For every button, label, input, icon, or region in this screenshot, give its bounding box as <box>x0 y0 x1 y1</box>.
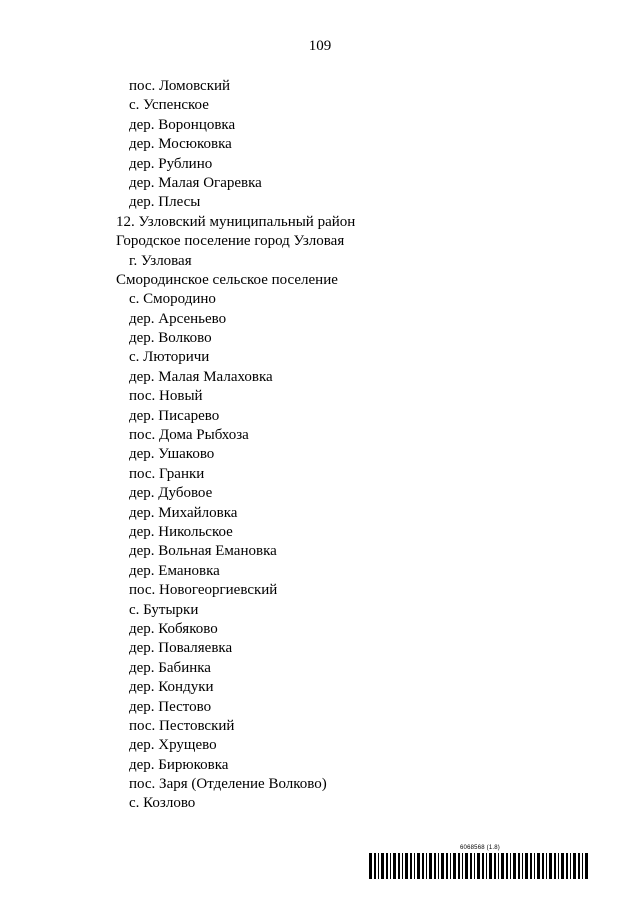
list-line: с. Бутырки <box>129 601 199 618</box>
list-line: дер. Воронцовка <box>129 116 236 133</box>
list-line: дер. Малая Малаховка <box>129 368 273 385</box>
list-line: с. Смородино <box>129 291 216 308</box>
list-line: дер. Мосюковка <box>129 136 232 153</box>
list-line: с. Люторичи <box>129 349 210 366</box>
list-line: дер. Дубовое <box>129 485 213 502</box>
settlement-list <box>116 77 596 814</box>
list-line: дер. Михайловка <box>129 504 238 521</box>
list-line: дер. Кондуки <box>129 679 214 696</box>
list-line: дер. Поваляевка <box>129 640 233 657</box>
list-line: дер. Кобяково <box>129 620 218 637</box>
list-line: пос. Пестовский <box>129 717 235 734</box>
list-line: дер. Рублино <box>129 155 213 172</box>
barcode-bars-icon <box>369 853 591 879</box>
list-line: дер. Вольная Емановка <box>129 543 277 560</box>
list-line: дер. Малая Огаревка <box>129 174 262 191</box>
list-line: пос. Новогеоргиевский <box>129 582 278 599</box>
list-line: дер. Бабинка <box>129 659 211 676</box>
list-line: Смородинское сельское поселение <box>116 271 338 288</box>
list-line: пос. Гранки <box>129 465 205 482</box>
list-line: дер. Писарево <box>129 407 220 424</box>
list-line: Городское поселение город Узловая <box>116 233 345 250</box>
list-line: дер. Плесы <box>129 194 201 211</box>
list-line: дер. Хрущево <box>129 737 217 754</box>
page-number: 109 <box>308 38 332 54</box>
list-line: дер. Никольское <box>129 523 233 540</box>
list-line: г. Узловая <box>129 252 192 269</box>
list-line: дер. Емановка <box>129 562 220 579</box>
list-line: пос. Ломовский <box>129 78 231 94</box>
list-line: с. Козлово <box>129 795 196 812</box>
list-line: 12. Узловский муниципальный район <box>116 213 356 230</box>
list-line: дер. Волково <box>129 330 212 347</box>
list-line: дер. Ушаково <box>129 446 215 463</box>
list-line: с. Успенское <box>129 97 209 114</box>
barcode-caption: 6068568 (1.8) <box>460 845 500 851</box>
list-line: дер. Пестово <box>129 698 212 715</box>
list-line: пос. Дома Рыбхоза <box>129 427 249 444</box>
list-line: пос. Заря (Отделение Волково) <box>129 776 327 793</box>
list-line: дер. Арсеньево <box>129 310 227 327</box>
list-line: пос. Новый <box>129 388 203 405</box>
barcode <box>369 844 591 880</box>
list-line: дер. Бирюковка <box>129 756 229 773</box>
